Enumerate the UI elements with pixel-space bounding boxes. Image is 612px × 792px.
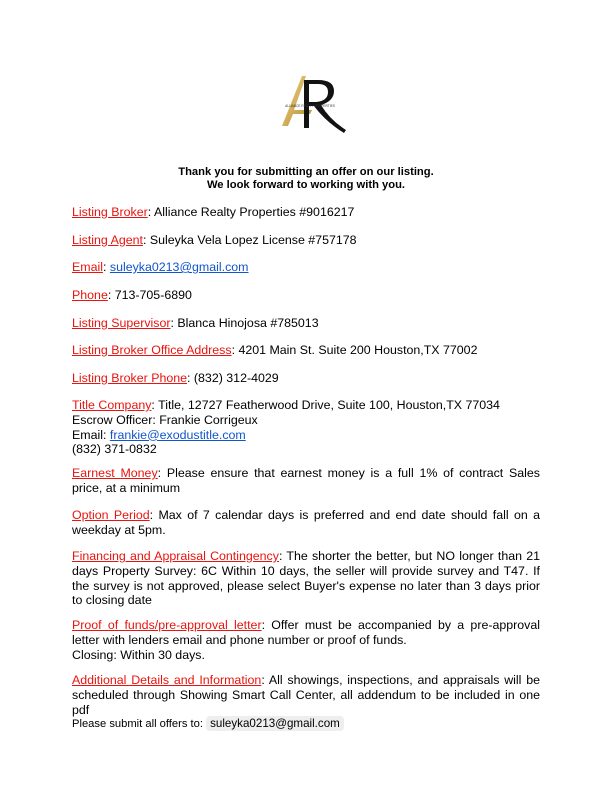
listing-supervisor-label: Listing Supervisor	[72, 316, 171, 330]
phone-value: : 713-705-6890	[107, 288, 192, 302]
title-email-link[interactable]: frankie@exodustitle.com	[109, 427, 246, 442]
phone-row	[72, 288, 540, 303]
broker-phone-row	[72, 371, 540, 386]
submit-offers-row	[72, 717, 540, 732]
option-period-label: Option Period	[72, 508, 150, 522]
broker-office-address-label: Listing Broker Office Address	[72, 343, 232, 357]
thank-you-line-1: Thank you for submitting an offer on our listing.	[178, 166, 434, 178]
financing-value: : The shorter the better, but NO longer than 21 days Property Survey: 6C Within 10 days, the seller will provide survey and T47. If the survey is not approved, please select Buyer's expense no later than 3 days prior to closing date	[72, 549, 541, 608]
listing-supervisor-row	[72, 316, 540, 331]
title-company-label: Title Company	[72, 398, 152, 412]
proof-of-funds-row	[72, 618, 540, 648]
additional-details-label: Additional Details and Information	[72, 673, 262, 687]
escrow-officer: Escrow Officer: Frankie Corrigeux	[72, 412, 258, 427]
listing-broker-value: : Alliance Realty Properties #9016217	[147, 205, 355, 219]
additional-details-row	[72, 673, 540, 717]
proof-of-funds-label: Proof of funds/pre-approval letter	[72, 618, 262, 632]
email-row	[72, 260, 540, 275]
listing-agent-label: Listing Agent	[72, 233, 143, 247]
submit-offers-email-chip[interactable]: suleyka0213@gmail.com	[206, 716, 344, 731]
additional-details-block	[72, 673, 540, 732]
broker-office-address-value: : 4201 Main St. Suite 200 Houston,TX 77002	[231, 343, 478, 357]
title-company-row	[72, 398, 540, 413]
financing-label: Financing and Appraisal Contingency	[72, 549, 279, 563]
listing-agent-row	[72, 233, 540, 248]
option-period-value: : Max of 7 calendar days is preferred and end date should fall on a weekday at 5pm.	[72, 508, 541, 537]
earnest-money-value: : Please ensure that earnest money is a full 1% of contract Sales price, at a minimum	[72, 466, 540, 495]
listing-broker-row	[72, 205, 540, 220]
company-logo	[268, 70, 352, 140]
broker-office-address-row	[72, 343, 540, 358]
financing-row	[72, 549, 540, 608]
agent-email-link[interactable]: suleyka0213@gmail.com	[109, 260, 249, 274]
title-company-value: : Title, 12727 Featherwood Drive, Suite 100, Houston,TX 77034	[151, 398, 500, 412]
submit-offers-text: Please submit all offers to:	[72, 718, 203, 731]
listing-agent-value: : Suleyka Vela Lopez License #757178	[142, 233, 357, 247]
listing-supervisor-value: : Blanca Hinojosa #785013	[170, 316, 319, 330]
title-company-block	[72, 398, 540, 457]
title-email-row	[72, 428, 540, 443]
option-period-row	[72, 508, 540, 538]
email-label: Email	[72, 260, 103, 274]
earnest-money-label: Earnest Money	[72, 466, 158, 480]
additional-details-value: : All showings, inspections, and appraisals will be scheduled through Showing Smart Call Center, all addendum to be included in one pdf	[72, 673, 541, 717]
broker-phone-label: Listing Broker Phone	[72, 371, 188, 385]
title-email-prefix: Email:	[72, 427, 110, 442]
thank-you-line-2: We look forward to working with you.	[206, 179, 406, 191]
broker-phone-value: : (832) 312-4029	[187, 371, 279, 385]
earnest-money-row	[72, 466, 540, 496]
proof-of-funds-value: : Offer must be accompanied by a pre-approval letter with lenders email and phone number or proof of funds.	[72, 618, 540, 647]
title-phone: (832) 371-0832	[72, 442, 157, 457]
logo-subtitle: ALLIANCE REALTY PROPERTIES	[285, 104, 335, 108]
closing-text: Closing: Within 30 days.	[72, 647, 205, 662]
listing-broker-label: Listing Broker	[72, 205, 148, 219]
email-separator: :	[102, 260, 110, 274]
proof-of-funds-block	[72, 618, 540, 662]
phone-label: Phone	[72, 288, 108, 302]
